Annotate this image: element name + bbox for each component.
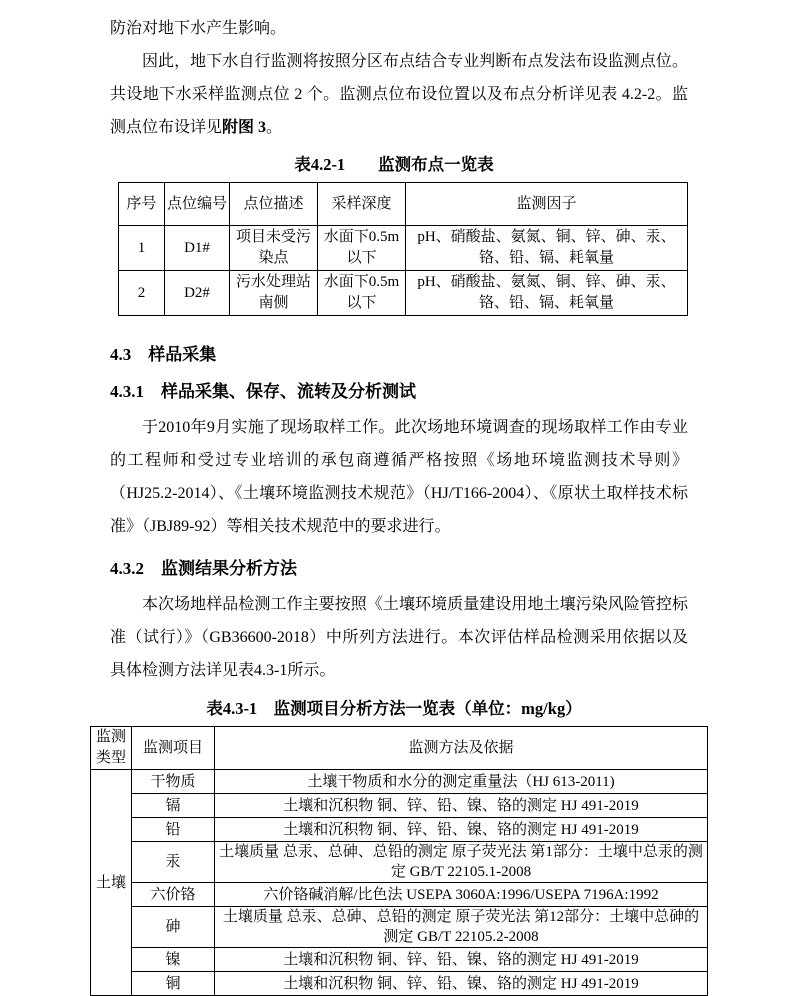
cell-method: 六价铬碱消解/比色法 USEPA 3060A:1996/USEPA 7196A:1992 bbox=[215, 883, 708, 907]
cell-method: 土壤和沉积物 铜、锌、铅、镍、铬的测定 HJ 491-2019 bbox=[215, 948, 708, 972]
table-header-row bbox=[91, 727, 708, 770]
header-cell-point-desc: 点位描述 bbox=[230, 183, 318, 226]
cell-item: 镍 bbox=[132, 948, 215, 972]
cell-method: 土壤质量 总汞、总砷、总铅的测定 原子荧光法 第12部分：土壤中总砷的测定 GB/T 22105.2-2008 bbox=[215, 907, 708, 948]
header-cell-point-id: 点位编号 bbox=[165, 183, 230, 226]
cell-item: 镉 bbox=[132, 794, 215, 818]
cell-item: 汞 bbox=[132, 842, 215, 883]
table-row bbox=[91, 842, 708, 883]
cell-item: 铜 bbox=[132, 972, 215, 996]
section-4-3-1-paragraph: 于2010年9月实施了现场取样工作。此次场地环境调查的现场取样工作由专业的工程师和受过专业培训的承包商遵循严格按照《场地环境监测技术导则》（HJ25.2-2014）、《土壤环境监测技术规范》（HJ/T166-2004）、《原状土取样技术标准》（JBJ89-92）等相关技术规范中的要求进行。 bbox=[110, 419, 688, 535]
intro-continuation-line: 防治对地下水产生影响。 bbox=[110, 20, 287, 37]
header-cell-method-basis: 监测方法及依据 bbox=[215, 727, 708, 770]
section-4-3-2-paragraph: 本次场地样品检测工作主要按照《土壤环境质量建设用地土壤污染风险管控标准（试行）》（GB36600-2018）中所列方法进行。本次评估样品检测采用依据以及具体检测方法详见表4.3-1所示。 bbox=[110, 596, 688, 679]
header-cell-monitoring-type: 监测类型 bbox=[91, 727, 132, 770]
table-row bbox=[91, 818, 708, 842]
table-row bbox=[119, 271, 688, 316]
cell-sampling-depth: 水面下0.5m以下 bbox=[318, 271, 406, 316]
intro-paragraph-period: 。 bbox=[266, 119, 283, 136]
intro-figure-reference: 附图 3 bbox=[222, 119, 267, 136]
header-cell-seq: 序号 bbox=[119, 183, 165, 226]
cell-item: 六价铬 bbox=[132, 883, 215, 907]
cell-item: 铅 bbox=[132, 818, 215, 842]
cell-method: 土壤和沉积物 铜、锌、铅、镍、铬的测定 HJ 491-2019 bbox=[215, 818, 708, 842]
table-row bbox=[91, 907, 708, 948]
table-row bbox=[91, 948, 708, 972]
cell-point-desc: 项目未受污染点 bbox=[230, 226, 318, 271]
cell-method: 土壤干物质和水分的测定重量法（HJ 613-2011) bbox=[215, 770, 708, 794]
cell-method: 土壤质量 总汞、总砷、总铅的测定 原子荧光法 第1部分：土壤中总汞的测定 GB/T 22105.1-2008 bbox=[215, 842, 708, 883]
table-row bbox=[91, 972, 708, 996]
cell-sampling-depth: 水面下0.5m以下 bbox=[318, 226, 406, 271]
table-header-row bbox=[119, 183, 688, 226]
intro-paragraph-text: 因此，地下水自行监测将按照分区布点结合专业判断布点发法布设监测点位。共设地下水采样监测点位 2 个。监测点位布设位置以及布点分析详见表 4.2-2。监测点位布设详见 bbox=[110, 53, 688, 136]
cell-monitoring-factors: pH、硝酸盐、氨氮、铜、锌、砷、汞、铬、铅、镉、耗氧量 bbox=[406, 226, 688, 271]
table-row bbox=[91, 883, 708, 907]
cell-method: 土壤和沉积物 铜、锌、铅、镍、铬的测定 HJ 491-2019 bbox=[215, 972, 708, 996]
cell-item: 干物质 bbox=[132, 770, 215, 794]
cell-monitoring-type-soil: 土壤 bbox=[91, 770, 132, 996]
section-heading-4-3: 4.3 样品采集 bbox=[110, 345, 217, 364]
cell-seq: 2 bbox=[119, 271, 165, 316]
cell-seq: 1 bbox=[119, 226, 165, 271]
cell-point-id: D2# bbox=[165, 271, 230, 316]
header-cell-monitoring-factors: 监测因子 bbox=[406, 183, 688, 226]
cell-method: 土壤和沉积物 铜、锌、铅、镍、铬的测定 HJ 491-2019 bbox=[215, 794, 708, 818]
monitoring-points-table bbox=[118, 182, 688, 316]
table-4-3-1-caption: 表4.3-1 监测项目分析方法一览表（单位：mg/kg） bbox=[206, 699, 582, 718]
header-cell-sampling-depth: 采样深度 bbox=[318, 183, 406, 226]
section-heading-4-3-1: 4.3.1 样品采集、保存、流转及分析测试 bbox=[110, 382, 416, 401]
analysis-methods-table bbox=[90, 726, 708, 996]
table-row bbox=[119, 226, 688, 271]
cell-monitoring-factors: pH、硝酸盐、氨氮、铜、锌、砷、汞、铬、铅、镉、耗氧量 bbox=[406, 271, 688, 316]
table-row bbox=[91, 794, 708, 818]
intro-paragraph bbox=[110, 45, 688, 144]
cell-point-desc: 污水处理站南侧 bbox=[230, 271, 318, 316]
table-row bbox=[91, 770, 708, 794]
section-heading-4-3-2: 4.3.2 监测结果分析方法 bbox=[110, 559, 297, 578]
table-4-2-1-caption: 表4.2-1 监测布点一览表 bbox=[294, 155, 494, 174]
cell-item: 砷 bbox=[132, 907, 215, 948]
cell-point-id: D1# bbox=[165, 226, 230, 271]
header-cell-monitoring-item: 监测项目 bbox=[132, 727, 215, 770]
